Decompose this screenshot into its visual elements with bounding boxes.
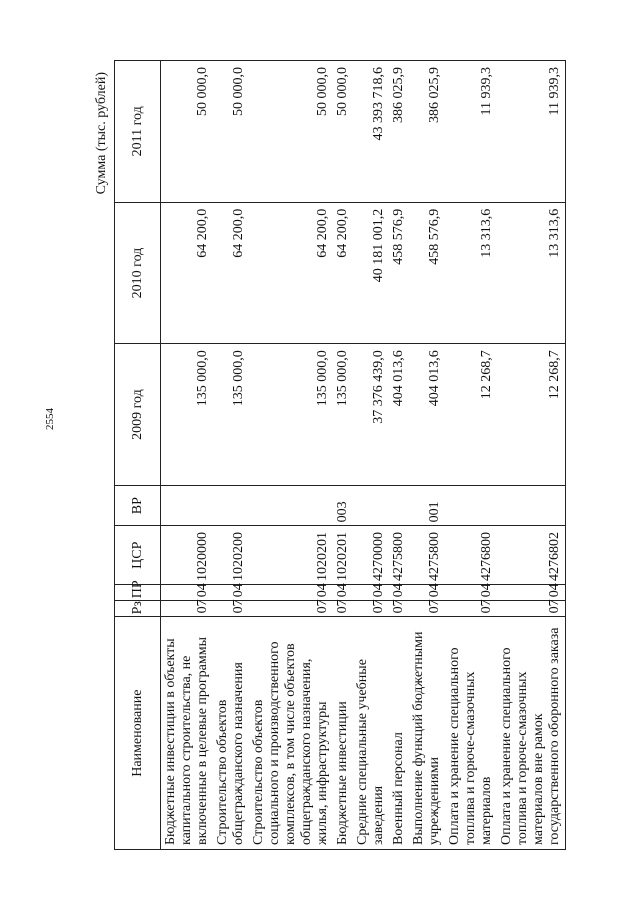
header-2010: 2010 год bbox=[115, 202, 161, 344]
row-2011: 11 939,3 bbox=[445, 61, 497, 203]
row-pr: 04 bbox=[389, 585, 409, 601]
row-csr: 4270000 bbox=[353, 526, 389, 585]
header-2009: 2009 год bbox=[115, 344, 161, 486]
row-vr bbox=[445, 485, 497, 525]
row-rz: 07 bbox=[409, 601, 445, 617]
row-rz: 07 bbox=[389, 601, 409, 617]
row-rz: 07 bbox=[445, 601, 497, 617]
row-pr: 04 bbox=[213, 585, 249, 601]
row-2010: 13 313,6 bbox=[497, 202, 566, 344]
row-name: Бюджетные инвестиции в объекты капитального строительства, не включенные в целевые программы bbox=[161, 617, 214, 850]
row-name: Оплата и хранение специального топлива и горюче-смазочных материалов вне рамок государственного оборонного заказа bbox=[497, 617, 566, 850]
table-row bbox=[497, 61, 566, 850]
row-2009: 135 000,0 bbox=[213, 344, 249, 486]
row-rz: 07 bbox=[213, 601, 249, 617]
row-csr: 1020201 bbox=[249, 526, 333, 585]
header-vr: ВР bbox=[115, 485, 161, 525]
row-csr: 1020201 bbox=[333, 526, 353, 585]
row-2010: 458 576,9 bbox=[389, 202, 409, 344]
table-row bbox=[445, 61, 497, 850]
row-name: Строительство объектов общегражданского назначения bbox=[213, 617, 249, 850]
row-csr: 4275800 bbox=[389, 526, 409, 585]
row-2009: 404 013,6 bbox=[389, 344, 409, 486]
table-row bbox=[389, 61, 409, 850]
row-rz: 07 bbox=[249, 601, 333, 617]
header-name: Наименование bbox=[115, 617, 161, 850]
units-label: Сумма (тыс. рублей) bbox=[94, 72, 109, 195]
row-pr: 04 bbox=[409, 585, 445, 601]
row-csr: 1020000 bbox=[161, 526, 214, 585]
table-row bbox=[409, 61, 445, 850]
header-csr: ЦСР bbox=[115, 526, 161, 585]
row-name: Средние специальные учебные заведения bbox=[353, 617, 389, 850]
row-csr: 4276800 bbox=[445, 526, 497, 585]
row-vr bbox=[161, 485, 214, 525]
budget-table bbox=[114, 60, 566, 850]
row-2009: 135 000,0 bbox=[333, 344, 353, 486]
row-2011: 50 000,0 bbox=[333, 61, 353, 203]
row-2011: 50 000,0 bbox=[213, 61, 249, 203]
row-pr: 04 bbox=[445, 585, 497, 601]
row-2011: 50 000,0 bbox=[161, 61, 214, 203]
row-vr bbox=[353, 485, 389, 525]
rotated-page-content bbox=[88, 60, 588, 850]
table-row bbox=[213, 61, 249, 850]
row-2010: 64 200,0 bbox=[333, 202, 353, 344]
row-csr: 1020200 bbox=[213, 526, 249, 585]
row-name: Выполнение функций бюджетными учреждениями bbox=[409, 617, 445, 850]
row-2009: 135 000,0 bbox=[161, 344, 214, 486]
row-pr: 04 bbox=[333, 585, 353, 601]
row-2009: 37 376 439,0 bbox=[353, 344, 389, 486]
row-2011: 50 000,0 bbox=[249, 61, 333, 203]
row-vr bbox=[389, 485, 409, 525]
row-2010: 64 200,0 bbox=[213, 202, 249, 344]
row-2010: 64 200,0 bbox=[249, 202, 333, 344]
row-rz: 07 bbox=[497, 601, 566, 617]
row-csr: 4276802 bbox=[497, 526, 566, 585]
row-pr: 04 bbox=[249, 585, 333, 601]
row-2011: 386 025,9 bbox=[389, 61, 409, 203]
row-pr: 04 bbox=[497, 585, 566, 601]
row-rz: 07 bbox=[333, 601, 353, 617]
row-vr bbox=[497, 485, 566, 525]
table-row bbox=[249, 61, 333, 850]
table-row bbox=[161, 61, 214, 850]
row-name: Оплата и хранение специального топлива и горюче-смазочных материалов bbox=[445, 617, 497, 850]
row-2011: 43 393 718,6 bbox=[353, 61, 389, 203]
row-pr: 04 bbox=[161, 585, 214, 601]
row-vr: 001 bbox=[409, 485, 445, 525]
row-2009: 12 268,7 bbox=[497, 344, 566, 486]
header-pr: ПР bbox=[115, 585, 161, 601]
row-2009: 404 013,6 bbox=[409, 344, 445, 486]
row-name: Военный персонал bbox=[389, 617, 409, 850]
header-rz: Рз bbox=[115, 601, 161, 617]
row-2010: 64 200,0 bbox=[161, 202, 214, 344]
row-vr bbox=[249, 485, 333, 525]
row-name: Строительство объектов социального и производственного комплексов, в том числе объектов общегражданского назначения, жилья, инфраструктуры bbox=[249, 617, 333, 850]
row-pr: 04 bbox=[353, 585, 389, 601]
header-2011: 2011 год bbox=[115, 61, 161, 203]
table-row bbox=[333, 61, 353, 850]
row-rz: 07 bbox=[353, 601, 389, 617]
row-2011: 11 939,3 bbox=[497, 61, 566, 203]
table-row bbox=[353, 61, 389, 850]
row-2009: 12 268,7 bbox=[445, 344, 497, 486]
row-vr: 003 bbox=[333, 485, 353, 525]
page-number: 2554 bbox=[44, 408, 56, 430]
row-csr: 4275800 bbox=[409, 526, 445, 585]
row-2009: 135 000,0 bbox=[249, 344, 333, 486]
row-2010: 40 181 001,2 bbox=[353, 202, 389, 344]
row-rz: 07 bbox=[161, 601, 214, 617]
row-name: Бюджетные инвестиции bbox=[333, 617, 353, 850]
row-2010: 458 576,9 bbox=[409, 202, 445, 344]
row-2011: 386 025,9 bbox=[409, 61, 445, 203]
row-vr bbox=[213, 485, 249, 525]
table-header-row bbox=[115, 61, 161, 850]
row-2010: 13 313,6 bbox=[445, 202, 497, 344]
